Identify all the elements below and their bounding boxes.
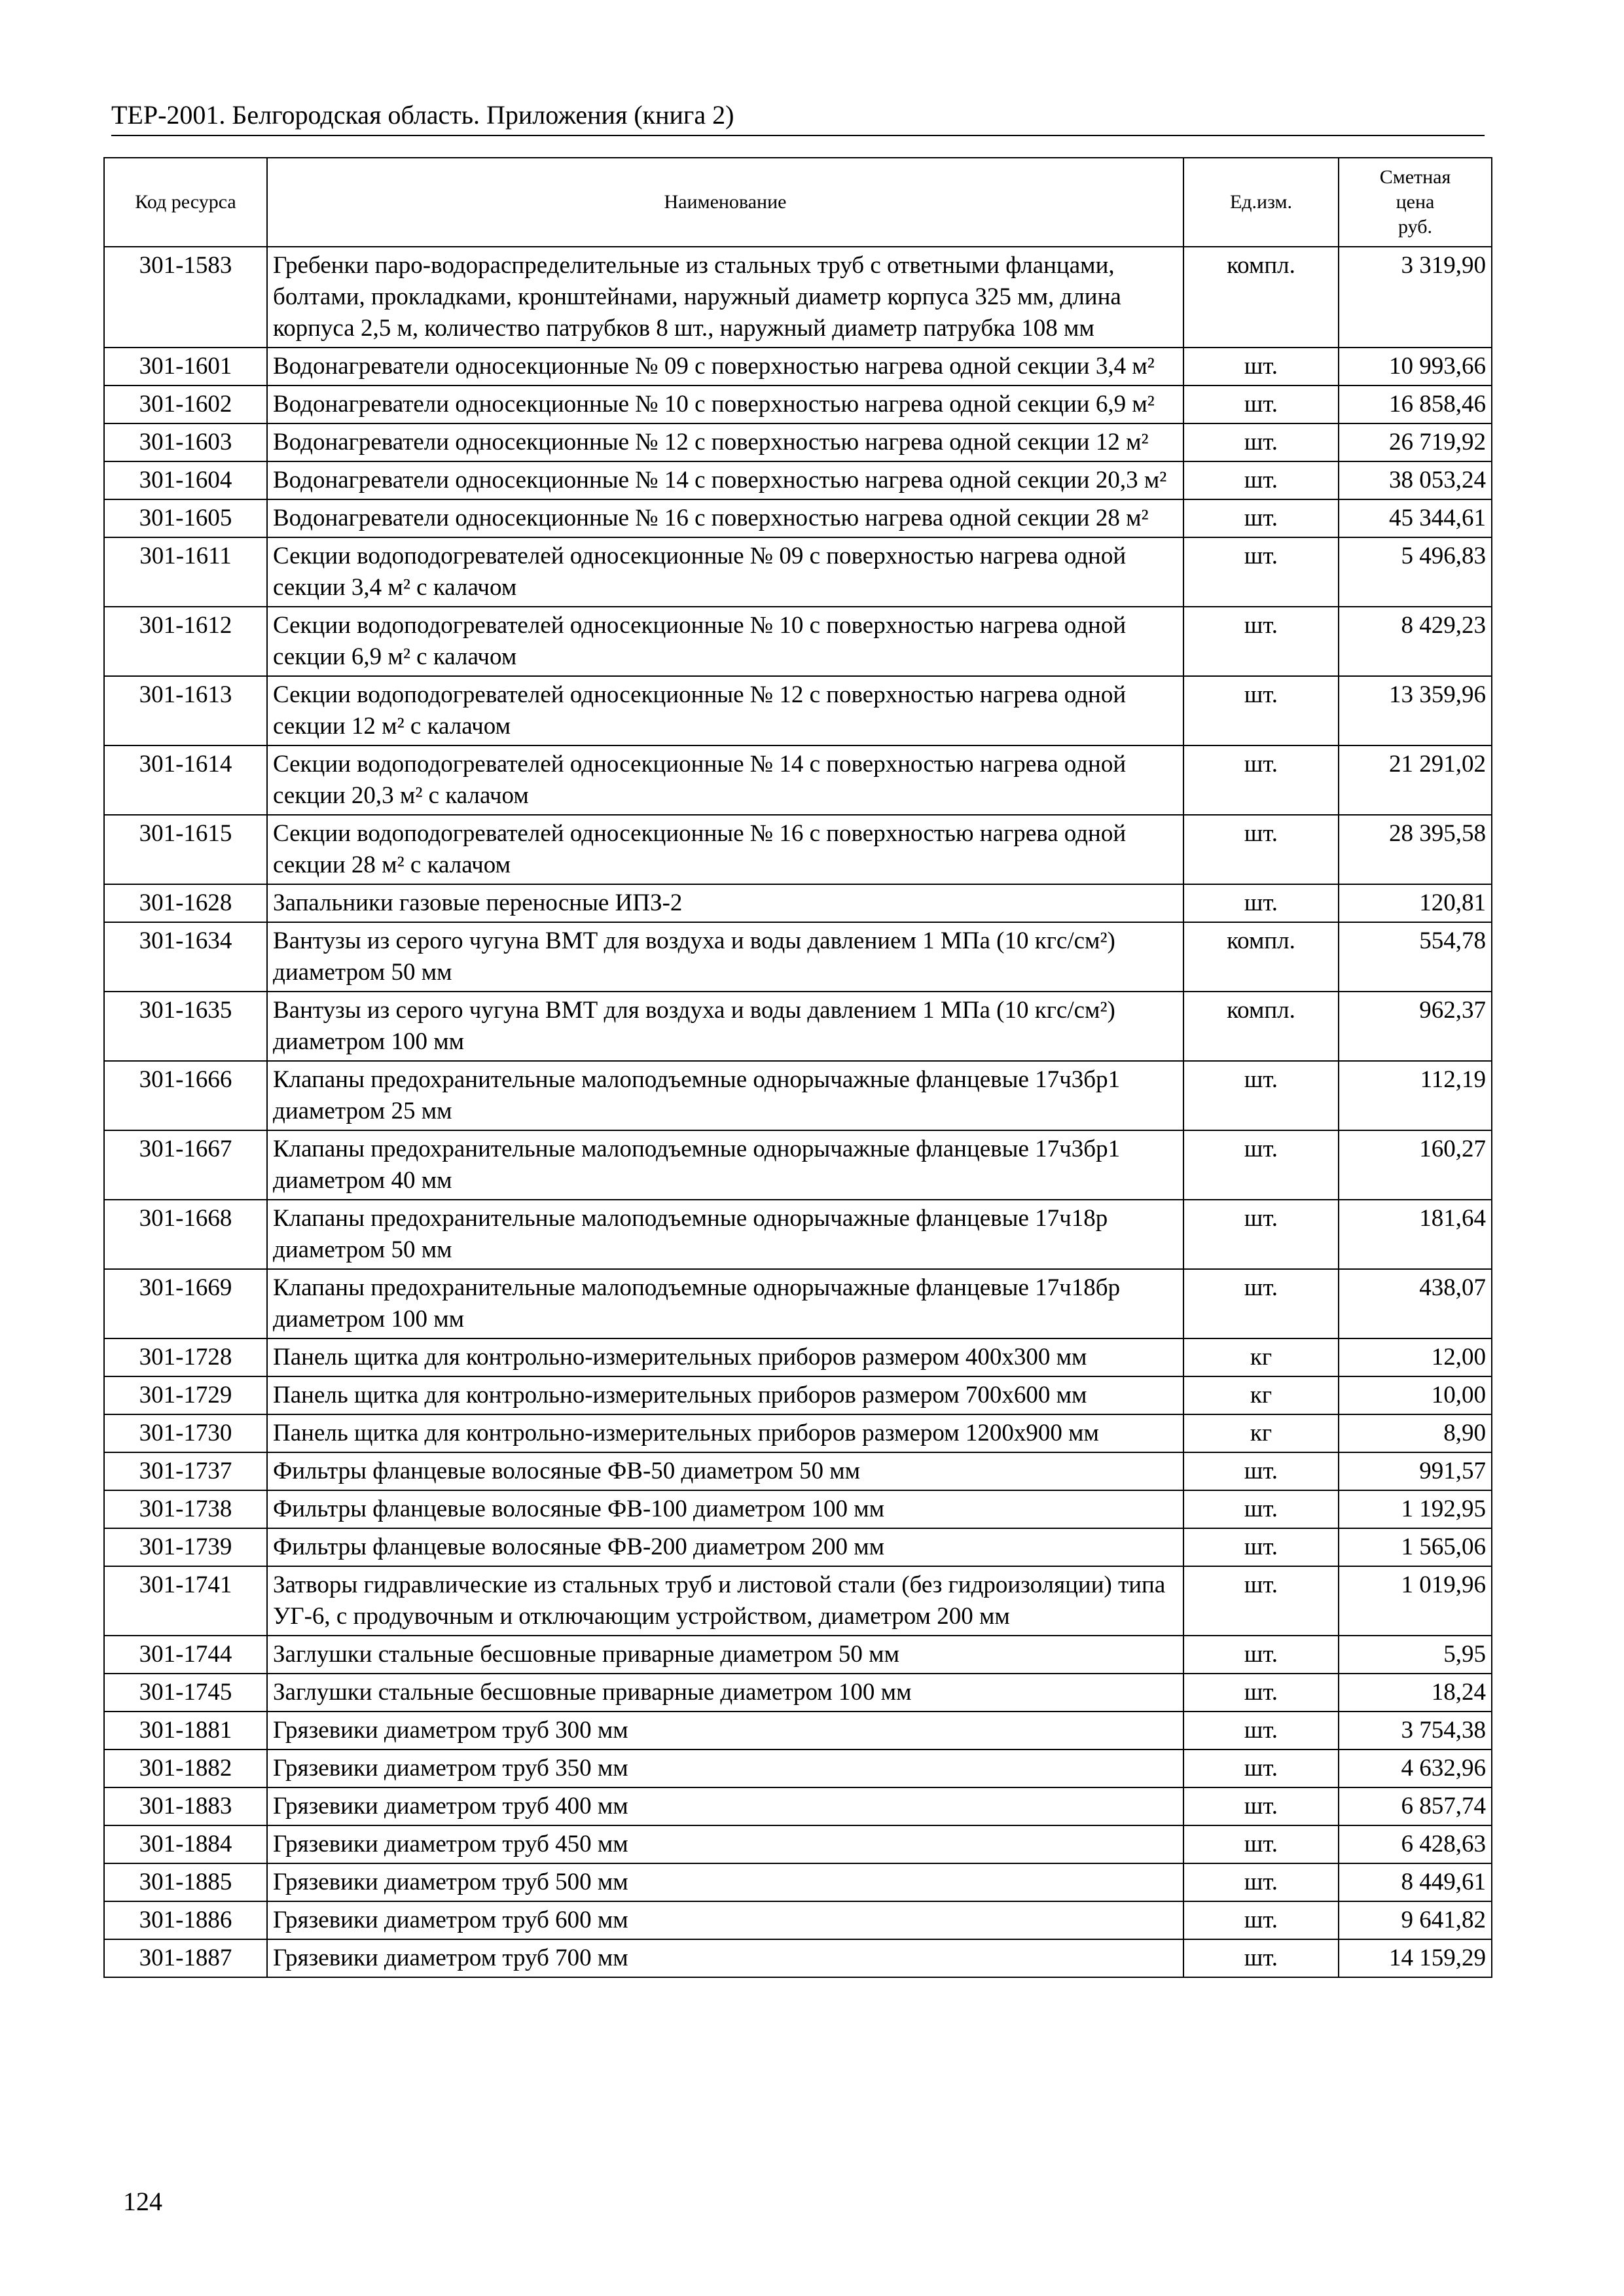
cell-name: Вантузы из серого чугуна ВМТ для воздуха и воды давлением 1 МПа (10 кгс/см²) диаметром 50 мм [267,922,1183,992]
cell-unit: шт. [1183,1787,1339,1825]
cell-unit: шт. [1183,676,1339,745]
cell-price: 21 291,02 [1339,745,1492,815]
table-row [104,1939,1492,1977]
cell-price: 160,27 [1339,1130,1492,1200]
cell-name: Водонагреватели односекционные № 14 с поверхностью нагрева одной секции 20,3 м² [267,461,1183,499]
cell-unit: кг [1183,1338,1339,1376]
cell-code: 301-1668 [104,1200,267,1269]
cell-unit: шт. [1183,1452,1339,1490]
cell-name: Панель щитка для контрольно-измерительных приборов размером 400х300 мм [267,1338,1183,1376]
cell-price: 12,00 [1339,1338,1492,1376]
cell-unit: шт. [1183,1712,1339,1749]
cell-name: Секции водоподогревателей односекционные № 12 с поверхностью нагрева одной секции 12 м² с калачом [267,676,1183,745]
column-header-unit: Ед.изм. [1183,158,1339,247]
cell-unit: шт. [1183,1490,1339,1528]
cell-name: Клапаны предохранительные малоподъемные однорычажные фланцевые 17ч18р диаметром 50 мм [267,1200,1183,1269]
cell-code: 301-1614 [104,745,267,815]
cell-code: 301-1666 [104,1061,267,1130]
table-header-row [104,158,1492,247]
table-row [104,1787,1492,1825]
cell-price: 28 395,58 [1339,815,1492,884]
cell-price: 6 857,74 [1339,1787,1492,1825]
cell-code: 301-1613 [104,676,267,745]
cell-price: 1 192,95 [1339,1490,1492,1528]
table-row [104,1376,1492,1414]
table-row [104,1674,1492,1712]
cell-code: 301-1604 [104,461,267,499]
cell-unit: шт. [1183,1130,1339,1200]
cell-price: 5 496,83 [1339,537,1492,607]
table-row [104,815,1492,884]
cell-price: 10 993,66 [1339,348,1492,386]
table-row [104,499,1492,537]
cell-price: 120,81 [1339,884,1492,922]
table-row [104,1130,1492,1200]
cell-name: Клапаны предохранительные малоподъемные однорычажные фланцевые 17ч3бр1 диаметром 25 мм [267,1061,1183,1130]
cell-code: 301-1729 [104,1376,267,1414]
column-header-name: Наименование [267,158,1183,247]
cell-code: 301-1730 [104,1414,267,1452]
cell-code: 301-1728 [104,1338,267,1376]
cell-code: 301-1611 [104,537,267,607]
cell-price: 8 449,61 [1339,1863,1492,1901]
table-row [104,676,1492,745]
cell-unit: шт. [1183,1939,1339,1977]
table-row [104,461,1492,499]
table-row [104,745,1492,815]
cell-name: Грязевики диаметром труб 300 мм [267,1712,1183,1749]
cell-code: 301-1884 [104,1825,267,1863]
cell-code: 301-1741 [104,1566,267,1636]
cell-name: Заглушки стальные бесшовные приварные диаметром 50 мм [267,1636,1183,1674]
cell-code: 301-1628 [104,884,267,922]
table-row [104,1863,1492,1901]
cell-price: 26 719,92 [1339,423,1492,461]
cell-name: Водонагреватели односекционные № 10 с поверхностью нагрева одной секции 6,9 м² [267,386,1183,423]
table-row [104,607,1492,676]
cell-code: 301-1885 [104,1863,267,1901]
cell-unit: кг [1183,1376,1339,1414]
cell-price: 8 429,23 [1339,607,1492,676]
cell-name: Гребенки паро-водораспределительные из стальных труб с ответными фланцами, болтами, прокладками, кронштейнами, наружный диаметр корпуса 325 мм, длина корпуса 2,5 м, количество патрубков 8 шт., наружный диаметр патрубка 108 мм [267,247,1183,348]
cell-name: Водонагреватели односекционные № 16 с поверхностью нагрева одной секции 28 м² [267,499,1183,537]
cell-name: Затворы гидравлические из стальных труб и листовой стали (без гидроизоляции) типа УГ-6, с продувочным и отключающим устройством, диаметром 200 мм [267,1566,1183,1636]
cell-price: 1 019,96 [1339,1566,1492,1636]
cell-unit: шт. [1183,1200,1339,1269]
cell-name: Фильтры фланцевые волосяные ФВ-100 диаметром 100 мм [267,1490,1183,1528]
cell-unit: шт. [1183,1061,1339,1130]
price-table [103,157,1492,1978]
cell-code: 301-1634 [104,922,267,992]
cell-code: 301-1882 [104,1749,267,1787]
cell-price: 181,64 [1339,1200,1492,1269]
cell-name: Водонагреватели односекционные № 12 с поверхностью нагрева одной секции 12 м² [267,423,1183,461]
cell-unit: шт. [1183,386,1339,423]
cell-price: 991,57 [1339,1452,1492,1490]
cell-price: 18,24 [1339,1674,1492,1712]
cell-code: 301-1887 [104,1939,267,1977]
table-row [104,1825,1492,1863]
cell-price: 16 858,46 [1339,386,1492,423]
table-row [104,1200,1492,1269]
cell-code: 301-1886 [104,1901,267,1939]
cell-code: 301-1583 [104,247,267,348]
cell-name: Секции водоподогревателей односекционные № 09 с поверхностью нагрева одной секции 3,4 м² с калачом [267,537,1183,607]
table-row [104,1452,1492,1490]
cell-name: Секции водоподогревателей односекционные № 10 с поверхностью нагрева одной секции 6,9 м² с калачом [267,607,1183,676]
page-number: 124 [123,2187,162,2216]
cell-name: Грязевики диаметром труб 500 мм [267,1863,1183,1901]
cell-unit: шт. [1183,423,1339,461]
column-header-code: Код ресурса [104,158,267,247]
cell-code: 301-1602 [104,386,267,423]
cell-price: 962,37 [1339,992,1492,1061]
cell-code: 301-1744 [104,1636,267,1674]
cell-unit: шт. [1183,1528,1339,1566]
table-row [104,1061,1492,1130]
cell-name: Грязевики диаметром труб 400 мм [267,1787,1183,1825]
cell-unit: компл. [1183,992,1339,1061]
cell-price: 13 359,96 [1339,676,1492,745]
cell-price: 45 344,61 [1339,499,1492,537]
cell-name: Клапаны предохранительные малоподъемные однорычажные фланцевые 17ч3бр1 диаметром 40 мм [267,1130,1183,1200]
cell-name: Грязевики диаметром труб 350 мм [267,1749,1183,1787]
cell-name: Грязевики диаметром труб 450 мм [267,1825,1183,1863]
cell-code: 301-1612 [104,607,267,676]
cell-price: 3 754,38 [1339,1712,1492,1749]
table-row [104,1490,1492,1528]
table-row [104,1566,1492,1636]
table-row [104,1901,1492,1939]
table-row [104,1269,1492,1338]
cell-name: Вантузы из серого чугуна ВМТ для воздуха и воды давлением 1 МПа (10 кгс/см²) диаметром 100 мм [267,992,1183,1061]
cell-code: 301-1737 [104,1452,267,1490]
cell-code: 301-1615 [104,815,267,884]
cell-unit: шт. [1183,348,1339,386]
table-row [104,1712,1492,1749]
cell-code: 301-1635 [104,992,267,1061]
cell-name: Фильтры фланцевые волосяные ФВ-50 диаметром 50 мм [267,1452,1183,1490]
cell-unit: шт. [1183,1674,1339,1712]
cell-unit: шт. [1183,499,1339,537]
cell-name: Клапаны предохранительные малоподъемные однорычажные фланцевые 17ч18бр диаметром 100 мм [267,1269,1183,1338]
cell-name: Панель щитка для контрольно-измерительных приборов размером 1200х900 мм [267,1414,1183,1452]
cell-name: Грязевики диаметром труб 700 мм [267,1939,1183,1977]
cell-code: 301-1745 [104,1674,267,1712]
cell-unit: шт. [1183,1749,1339,1787]
cell-code: 301-1669 [104,1269,267,1338]
cell-name: Запальники газовые переносные ИПЗ-2 [267,884,1183,922]
cell-price: 3 319,90 [1339,247,1492,348]
cell-code: 301-1603 [104,423,267,461]
cell-name: Водонагреватели односекционные № 09 с поверхностью нагрева одной секции 3,4 м² [267,348,1183,386]
table-row [104,423,1492,461]
table-row [104,348,1492,386]
cell-price: 6 428,63 [1339,1825,1492,1863]
table-row [104,1338,1492,1376]
cell-name: Секции водоподогревателей односекционные № 14 с поверхностью нагрева одной секции 20,3 м² с калачом [267,745,1183,815]
cell-unit: шт. [1183,607,1339,676]
cell-price: 1 565,06 [1339,1528,1492,1566]
cell-unit: шт. [1183,1825,1339,1863]
cell-unit: шт. [1183,1566,1339,1636]
cell-price: 8,90 [1339,1414,1492,1452]
table-row [104,247,1492,348]
cell-unit: шт. [1183,1636,1339,1674]
cell-unit: шт. [1183,1863,1339,1901]
column-header-price: Сметная цена руб. [1339,158,1492,247]
cell-unit: шт. [1183,884,1339,922]
page-header-title: ТЕР-2001. Белгородская область. Приложения (книга 2) [111,97,1485,136]
cell-code: 301-1739 [104,1528,267,1566]
cell-price: 9 641,82 [1339,1901,1492,1939]
cell-unit: компл. [1183,247,1339,348]
cell-price: 14 159,29 [1339,1939,1492,1977]
cell-price: 112,19 [1339,1061,1492,1130]
table-row [104,386,1492,423]
table-row [104,1636,1492,1674]
table-row [104,1749,1492,1787]
cell-price: 438,07 [1339,1269,1492,1338]
cell-price: 38 053,24 [1339,461,1492,499]
cell-unit: кг [1183,1414,1339,1452]
cell-name: Заглушки стальные бесшовные приварные диаметром 100 мм [267,1674,1183,1712]
cell-unit: шт. [1183,745,1339,815]
cell-unit: компл. [1183,922,1339,992]
cell-price: 5,95 [1339,1636,1492,1674]
table-row [104,1414,1492,1452]
cell-name: Фильтры фланцевые волосяные ФВ-200 диаметром 200 мм [267,1528,1183,1566]
table-row [104,884,1492,922]
cell-price: 554,78 [1339,922,1492,992]
cell-name: Панель щитка для контрольно-измерительных приборов размером 700х600 мм [267,1376,1183,1414]
cell-code: 301-1601 [104,348,267,386]
cell-unit: шт. [1183,537,1339,607]
cell-unit: шт. [1183,1269,1339,1338]
cell-code: 301-1667 [104,1130,267,1200]
cell-unit: шт. [1183,815,1339,884]
table-row [104,992,1492,1061]
cell-price: 4 632,96 [1339,1749,1492,1787]
cell-unit: шт. [1183,1901,1339,1939]
cell-name: Грязевики диаметром труб 600 мм [267,1901,1183,1939]
table-row [104,922,1492,992]
cell-code: 301-1605 [104,499,267,537]
cell-price: 10,00 [1339,1376,1492,1414]
cell-unit: шт. [1183,461,1339,499]
cell-code: 301-1738 [104,1490,267,1528]
table-body [104,247,1492,1977]
cell-code: 301-1883 [104,1787,267,1825]
table-row [104,537,1492,607]
cell-code: 301-1881 [104,1712,267,1749]
cell-name: Секции водоподогревателей односекционные № 16 с поверхностью нагрева одной секции 28 м² с калачом [267,815,1183,884]
table-row [104,1528,1492,1566]
